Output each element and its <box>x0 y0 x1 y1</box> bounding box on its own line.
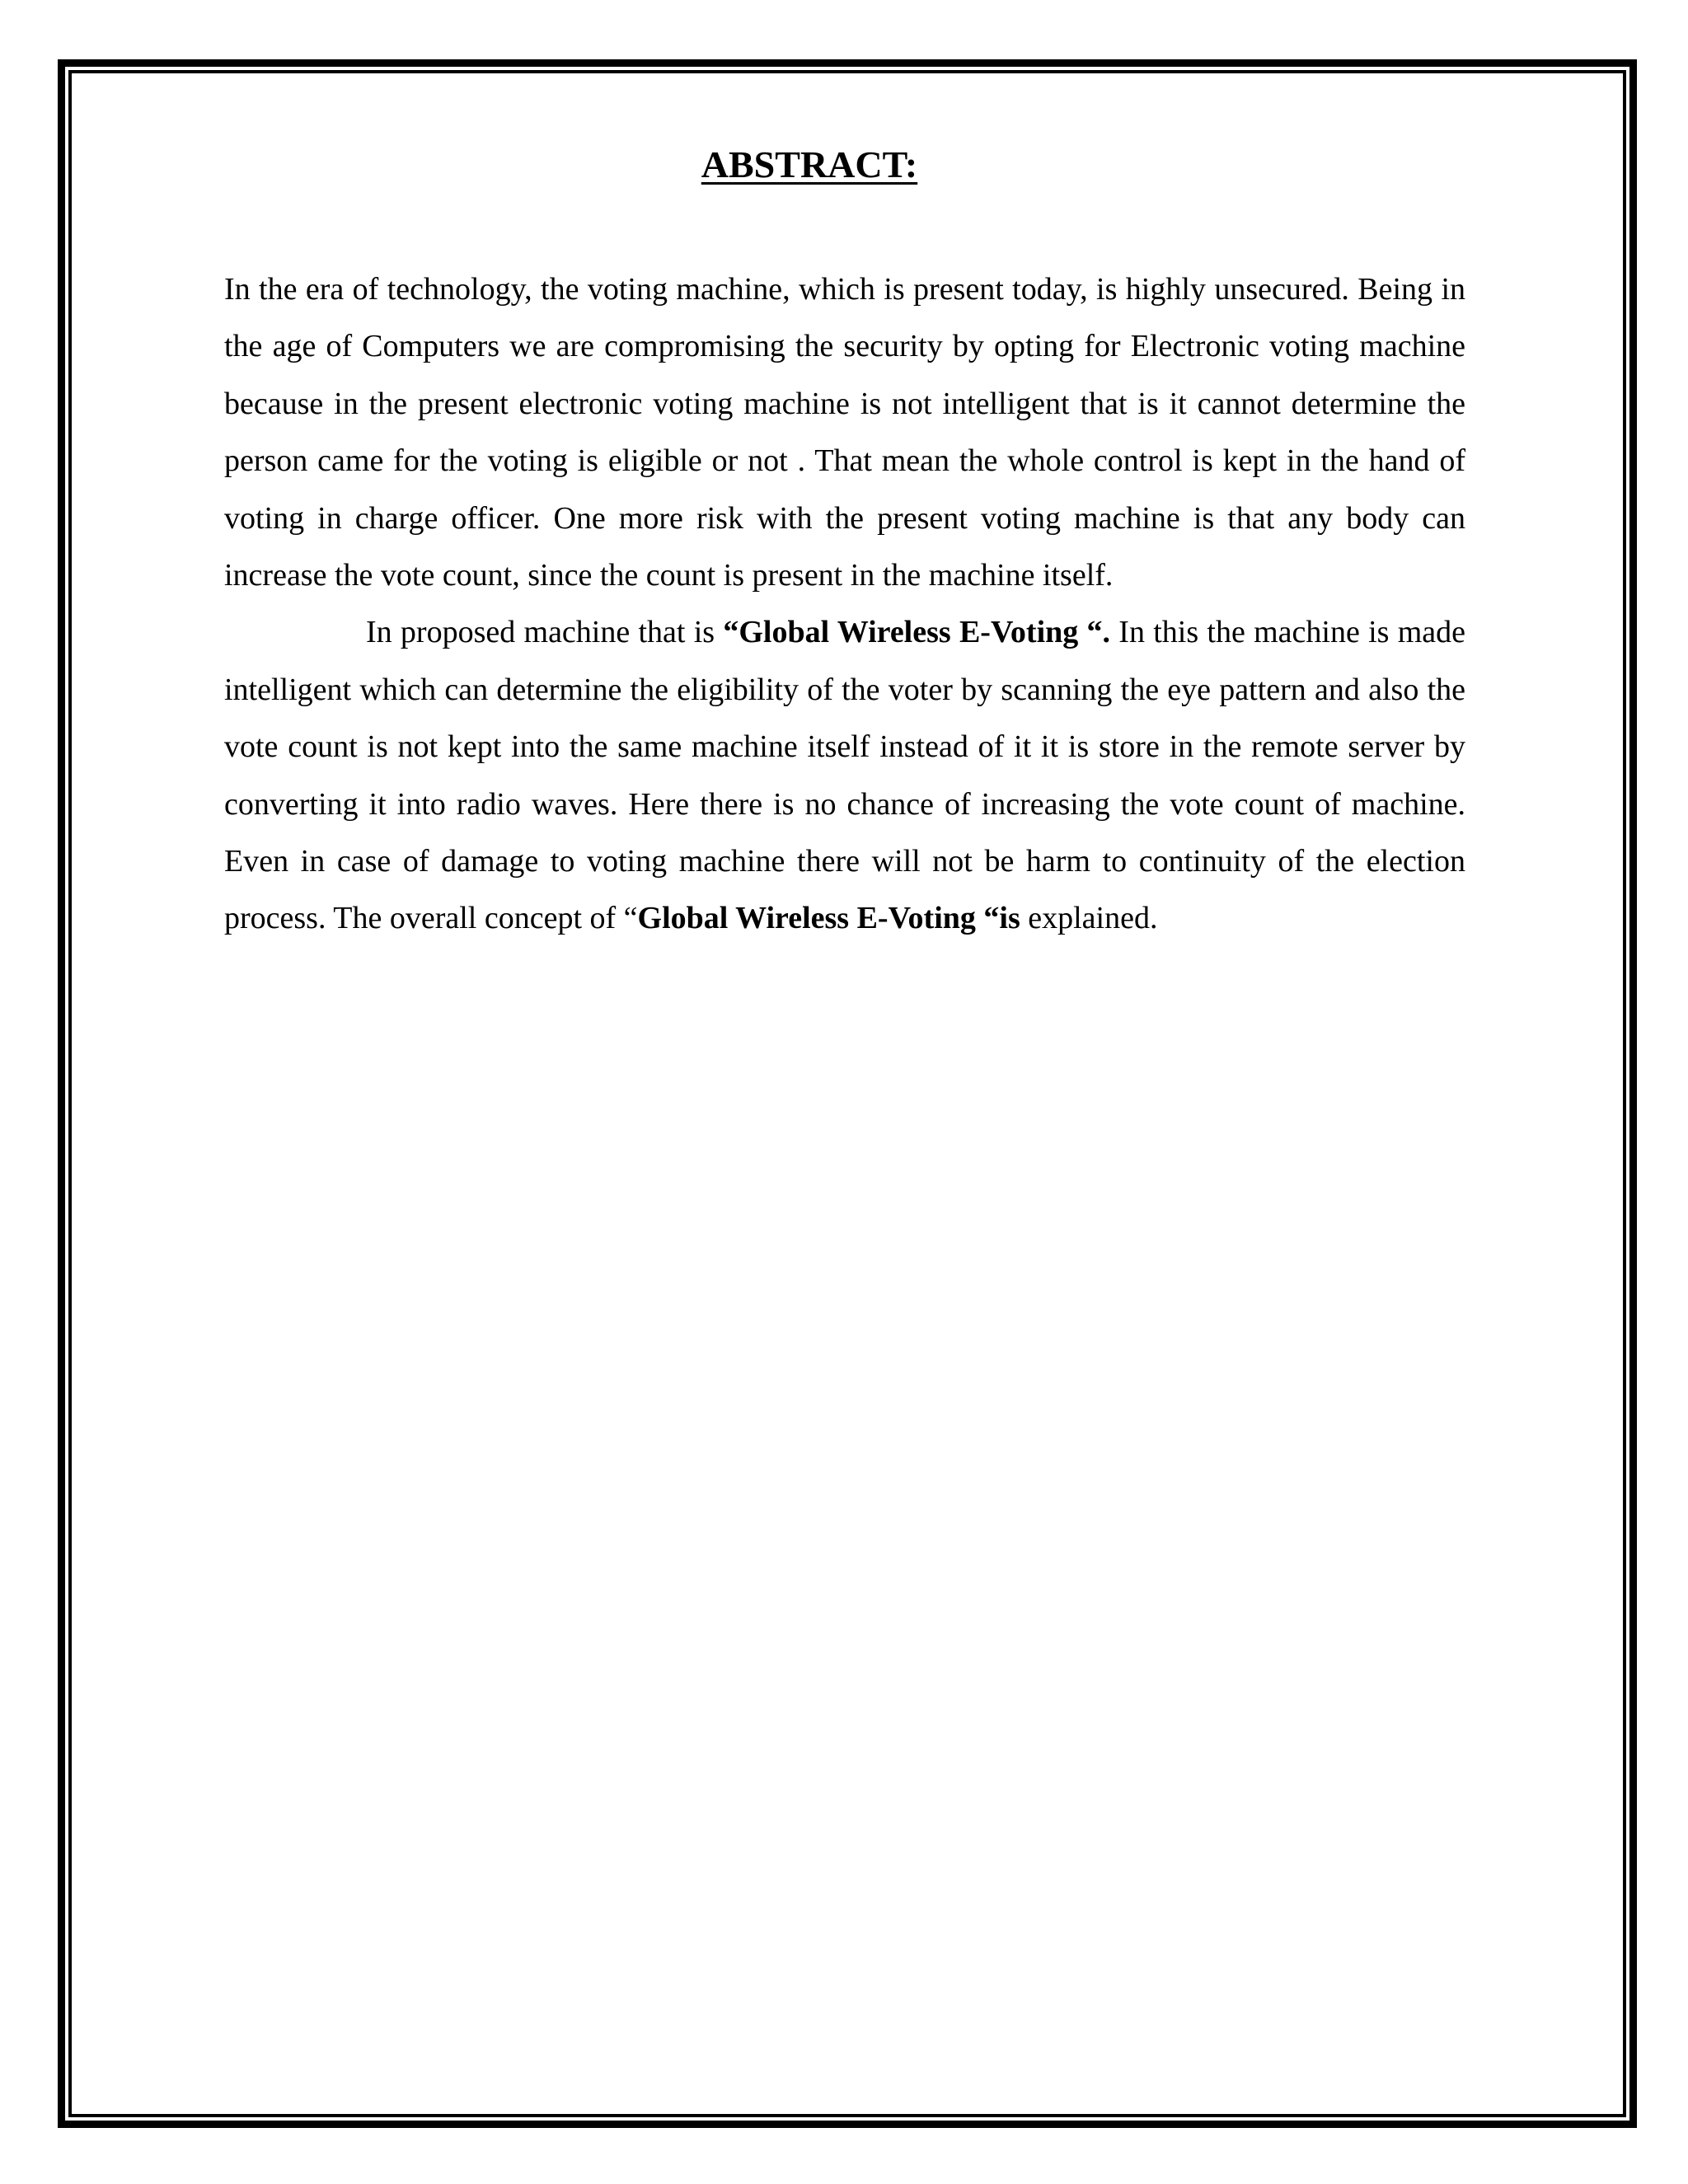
paragraph-2-text-2: In this the machine is made intelligent which can determine the eligibility of the voter by scanning the eye pattern and also the vote count is not kept into the same machine itself instead of it it is store in the remote server by converting it into radio waves. Here there is no chance of increasing the vote count of machine. Even in case of damage to voting machine there will not be harm to continuity of the election process. The overall concept of “ <box>224 615 1465 936</box>
abstract-heading: ABSTRACT: <box>701 143 918 185</box>
paragraph-2-bold-title-2: Global Wireless E-Voting “is <box>637 901 1020 936</box>
abstract-body <box>224 261 1465 948</box>
paragraph-2-text-1: In proposed machine that is <box>366 615 724 650</box>
paragraph-1: In the era of technology, the voting machine, which is present today, is highly unsecured. Being in the age of Computers we are compromising the security by opting for Electronic voting machine because in the present electronic voting machine is not intelligent that is it cannot determine the person came for the voting is eligible or not . That mean the whole control is kept in the hand of voting in charge officer. One more risk with the present voting machine is that any body can increase the vote count, since the count is present in the machine itself. <box>224 272 1465 593</box>
paragraph-2-bold-title-1: “Global Wireless E-Voting “. <box>723 615 1111 650</box>
paragraph-2 <box>224 604 1465 947</box>
paragraph-2-text-3: explained. <box>1020 901 1158 936</box>
